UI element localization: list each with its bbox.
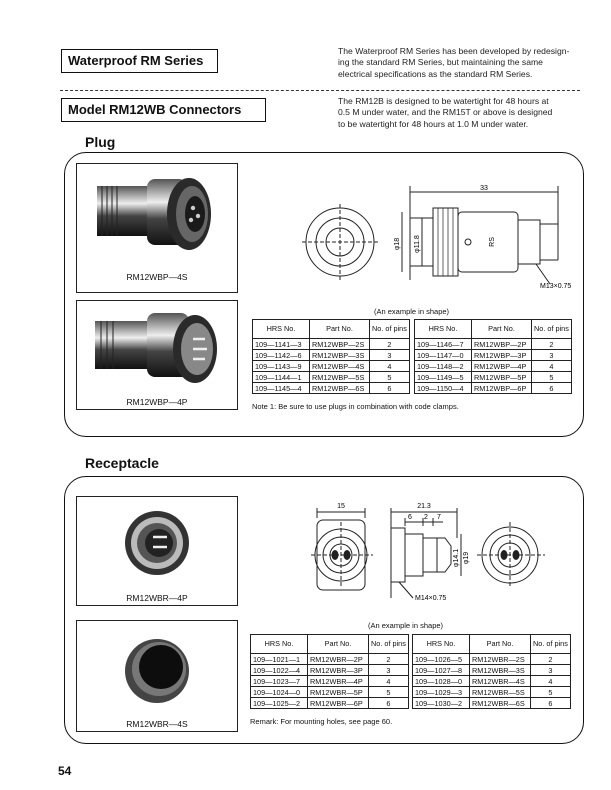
table-row: 109—1145—4 RM12WBP—6S 6 [253,383,410,394]
receptacle-dim-thread: M14×0.75 [415,595,447,602]
plug-dim-thread: M13×0.75 [540,283,572,290]
receptacle-example-label: (An example in shape) [368,621,444,630]
receptacle-dim-7: 7 [437,514,441,521]
receptacle-dim-2: 2 [424,514,428,521]
watertight-line: 0.5 M under water, and the RM15T or above is designed [338,107,553,118]
col-header-hrs: HRS No. [251,635,308,654]
receptacle-photo-2 [76,620,238,732]
col-header-pins: No. of pins [532,320,572,339]
watertight-line: The RM12B is designed to be watertight for 48 hours at [338,96,549,106]
table-row: 109—1030—2 RM12WBR—6S 6 [413,698,571,709]
table-row: 109—1025—2 RM12WBR—6P 6 [251,698,409,709]
col-header-pins: No. of pins [531,635,571,654]
table-row: 109—1148—2 RM12WBP—4P 4 [415,361,572,372]
table-row: 109—1143—9 RM12WBP—4S 4 [253,361,410,372]
receptacle-photo-1 [76,496,238,606]
plug-mark: RS [489,237,496,247]
intro-line: The Waterproof RM Series has been developed by redesign- [338,46,570,56]
receptacle-dim-dia2: φ19 [463,551,470,565]
plug-table-left [252,319,410,394]
model-title: Model RM12WB Connectors [61,98,266,122]
table-row: 109—1149—5 RM12WBP—5P 5 [415,372,572,383]
col-header-hrs: HRS No. [415,320,472,339]
table-row: 109—1028—0 RM12WBR—4S 4 [413,676,571,687]
col-header-part: Part No. [308,635,369,654]
table-row: 109—1146—7 RM12WBP—2P 2 [415,339,572,350]
table-row: 109—1141—3 RM12WBP—2S 2 [253,339,410,350]
col-header-pins: No. of pins [369,635,409,654]
col-header-part: Part No. [470,635,531,654]
receptacle-table-left [250,634,409,709]
receptacle-dim-21: 21.3 [417,503,431,510]
col-header-part: Part No. [472,320,532,339]
receptacle-table-right [412,634,571,709]
watertight-line: to be watertight for 48 hours at 1.0 M under water. [338,118,529,129]
intro-line: ing the standard RM Series, but maintaining the same [338,57,543,68]
table-row: 109—1026—5 RM12WBR—2S 2 [413,654,571,665]
table-row: 109—1147—0 RM12WBP—3P 3 [415,350,572,361]
plug-photo-1 [76,163,238,293]
plug-heading: Plug [85,134,116,150]
receptacle-dim-6: 6 [408,514,412,521]
receptacle-dim-dia1: φ14.1 [453,548,460,568]
plug-dim-length: 33 [480,185,488,192]
col-header-hrs: HRS No. [413,635,470,654]
plug-connector-image [77,164,237,274]
plug-dimension-drawing [298,180,583,295]
plug-table-right [414,319,572,394]
col-header-part: Part No. [310,320,370,339]
col-header-hrs: HRS No. [253,320,310,339]
table-row: 109—1027—8 RM12WBR—3S 3 [413,665,571,676]
plug-note: Note 1: Be sure to use plugs in combination with code clamps. [252,402,459,411]
series-title: Waterproof RM Series [61,49,218,73]
table-row: 109—1023—7 RM12WBR—4P 4 [251,676,409,687]
plug-dim-dia2: φ11.8 [414,235,421,253]
receptacle-remark: Remark: For mounting holes, see page 60. [250,717,393,726]
table-row: 109—1021—1 RM12WBR—2P 2 [251,654,409,665]
receptacle-dim-15: 15 [337,503,345,510]
intro-line: electrical specifications as the standard RM Series. [338,68,533,79]
col-header-pins: No. of pins [370,320,410,339]
table-row: 109—1022—4 RM12WBR—3P 3 [251,665,409,676]
plug-example-label: (An example in shape) [374,307,450,316]
section-divider [60,90,580,91]
table-row: 109—1029—3 RM12WBR—5S 5 [413,687,571,698]
receptacle-dimension-drawing [305,498,575,608]
page-number: 54 [58,764,72,778]
receptacle-photo-2-caption: RM12WBR—4S [126,719,188,729]
table-row: 109—1150—4 RM12WBP—6P 6 [415,383,572,394]
receptacle-photo-1-caption: RM12WBR—4P [126,593,188,603]
plug-photo-1-caption: RM12WBP—4S [126,272,188,282]
receptacle-connector-image-2 [77,621,237,715]
table-row: 109—1024—0 RM12WBR—5P 5 [251,687,409,698]
receptacle-connector-image [77,497,237,589]
receptacle-heading: Receptacle [85,455,159,471]
plug-photo-2-caption: RM12WBP—4P [126,397,188,407]
plug-connector-image-2 [77,301,237,397]
plug-dim-dia1: φ18 [394,237,401,251]
table-row: 109—1144—1 RM12WBP—5S 5 [253,372,410,383]
intro-paragraph [338,46,583,80]
watertight-paragraph [338,96,583,130]
plug-photo-2 [76,300,238,410]
table-row: 109—1142—6 RM12WBP—3S 3 [253,350,410,361]
